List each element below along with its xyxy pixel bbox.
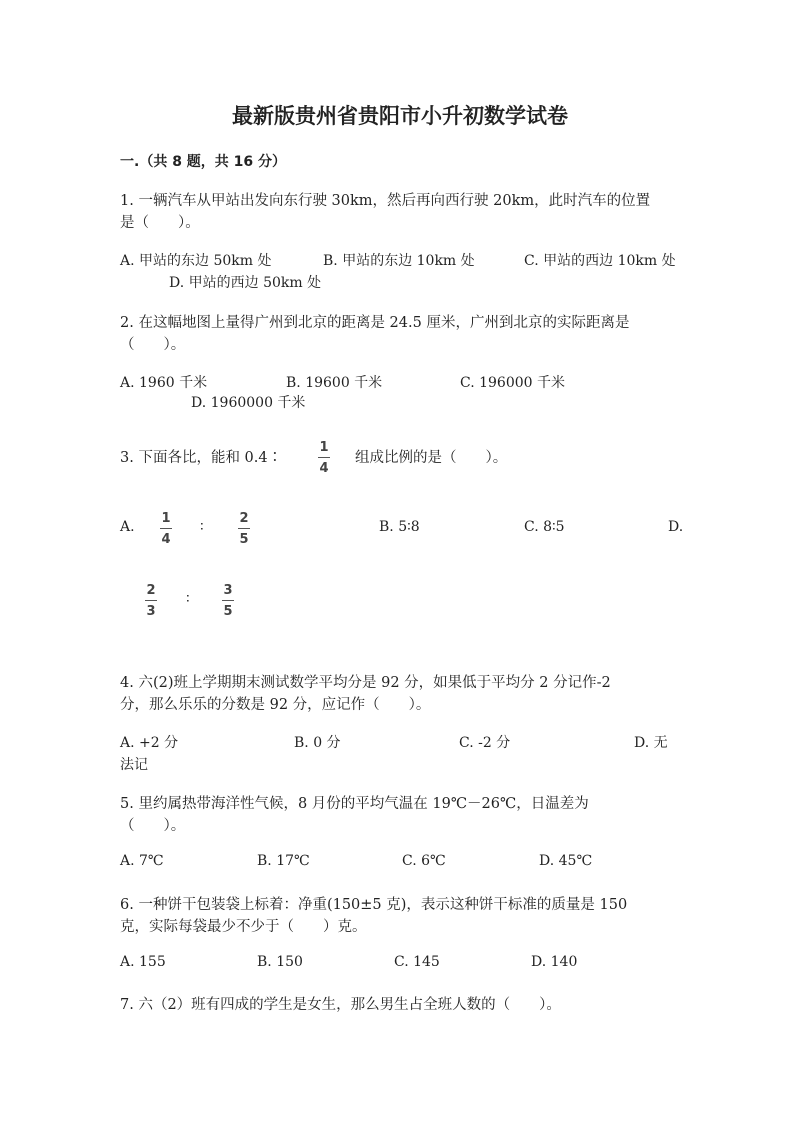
question-text: 克，实际每袋最少不少于（ ）克。 xyxy=(120,919,367,935)
option-b[interactable]: B. 17℃ xyxy=(257,853,310,869)
option-c[interactable]: C. -2 分 xyxy=(459,735,511,751)
section-heading: 一.（共 8 题，共 16 分） xyxy=(120,154,287,170)
question-text: 1. 一辆汽车从甲站出发向东行驶 30km，然后再向西行驶 20km，此时汽车的位置 xyxy=(120,193,651,209)
fraction-bar xyxy=(222,600,234,601)
question-text: （ ）。 xyxy=(120,818,186,834)
question-text: 2. 在这幅地图上量得广州到北京的距离是 24.5 厘米，广州到北京的实际距离是 xyxy=(120,315,630,331)
option-fraction xyxy=(160,512,172,546)
option-b[interactable]: B. 0 分 xyxy=(294,735,341,751)
question-text: 4. 六(2)班上学期期末测试数学平均分是 92 分，如果低于平均分 2 分记作-2 xyxy=(120,675,611,691)
fraction-bar xyxy=(238,528,250,529)
question-text: 是（ ）。 xyxy=(120,215,200,231)
question-text: 6. 一种饼干包装袋上标着：净重(150±5 克)，表示这种饼干标准的质量是 150 xyxy=(120,897,628,913)
option-d[interactable]: D. 无 xyxy=(634,735,668,751)
fraction-numerator: 1 xyxy=(319,440,329,455)
question-text: （ ）。 xyxy=(120,337,186,353)
page-title: 最新版贵州省贵阳市小升初数学试卷 xyxy=(232,104,568,128)
option-c[interactable]: C. 196000 千米 xyxy=(460,375,566,391)
fraction-bar xyxy=(145,600,157,601)
fraction-denominator: 5 xyxy=(239,532,249,548)
option-a[interactable]: A. 155 xyxy=(120,954,166,970)
stem-fraction xyxy=(318,441,330,475)
fraction-denominator: 4 xyxy=(161,532,171,548)
question-text: 分，那么乐乐的分数是 92 分，应记作（ ）。 xyxy=(120,697,431,713)
ratio-colon: ∶ xyxy=(186,591,190,607)
option-c[interactable]: C. 甲站的西边 10km 处 xyxy=(524,253,676,269)
option-a[interactable]: A. 甲站的东边 50km 处 xyxy=(120,253,272,269)
question-text: 3. 下面各比，能和 0.4∶ xyxy=(120,450,283,466)
option-d[interactable]: D. 1960000 千米 xyxy=(191,395,306,411)
option-fraction xyxy=(222,584,234,618)
ratio-colon: ∶ xyxy=(200,519,204,535)
fraction-bar xyxy=(318,457,330,458)
option-label: A. xyxy=(120,519,135,535)
option-c[interactable]: C. 6℃ xyxy=(402,853,446,869)
option-c[interactable]: C. 8∶5 xyxy=(524,519,565,535)
option-a[interactable]: A. +2 分 xyxy=(120,735,179,751)
option-d[interactable]: D. xyxy=(668,519,684,535)
option-d[interactable]: D. 140 xyxy=(531,954,578,970)
option-fraction xyxy=(145,584,157,618)
option-d[interactable]: D. 45℃ xyxy=(539,853,593,869)
fraction-denominator: 5 xyxy=(223,604,233,620)
option-b[interactable]: B. 甲站的东边 10km 处 xyxy=(323,253,475,269)
option-a[interactable]: A. 1960 千米 xyxy=(120,375,208,391)
option-b[interactable]: B. 5∶8 xyxy=(379,519,420,535)
option-d[interactable]: D. 甲站的西边 50km 处 xyxy=(169,275,322,291)
option-b[interactable]: B. 19600 千米 xyxy=(286,375,383,391)
question-text: 5. 里约属热带海洋性气候，8 月份的平均气温在 19℃－26℃，日温差为 xyxy=(120,796,589,812)
fraction-numerator: 2 xyxy=(146,583,156,598)
fraction-denominator: 3 xyxy=(146,604,156,620)
fraction-numerator: 1 xyxy=(161,511,171,526)
fraction-denominator: 4 xyxy=(319,461,329,477)
fraction-numerator: 2 xyxy=(239,511,249,526)
option-d-continued: 法记 xyxy=(120,757,148,773)
option-fraction xyxy=(238,512,250,546)
fraction-numerator: 3 xyxy=(223,583,233,598)
fraction-bar xyxy=(160,528,172,529)
question-text: 组成比例的是（ ）。 xyxy=(355,450,508,466)
question-text: 7. 六（2）班有四成的学生是女生，那么男生占全班人数的（ ）。 xyxy=(120,997,561,1013)
option-b[interactable]: B. 150 xyxy=(257,954,303,970)
option-a[interactable]: A. 7℃ xyxy=(120,853,164,869)
option-c[interactable]: C. 145 xyxy=(394,954,440,970)
